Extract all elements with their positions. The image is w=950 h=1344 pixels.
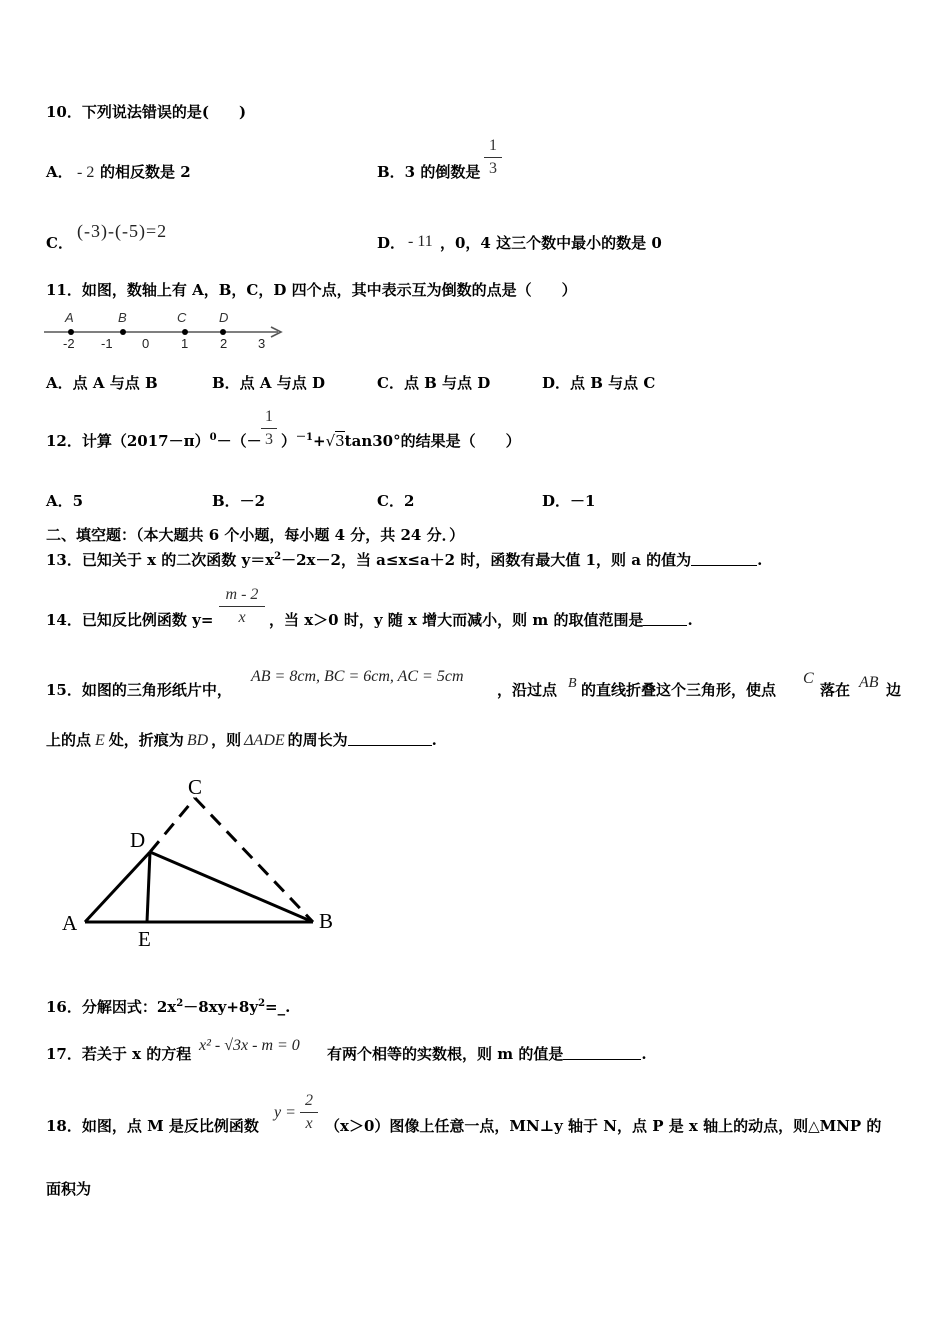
q12-stem-prefix [46, 432, 262, 450]
q15-math-point-c: C [803, 670, 814, 687]
tick-label: 1 [181, 336, 189, 351]
q12-fraction [261, 408, 277, 449]
q13-end: . [757, 551, 763, 569]
q12-exponent-zero: 0 [209, 432, 217, 443]
q10-option-d-label: D． [377, 234, 406, 252]
q16-exponent-2: 2 [258, 998, 266, 1009]
q16-text-c: =_. [265, 998, 291, 1016]
q12-plus: + [312, 432, 326, 450]
q15-math-lengths: AB = 8cm, BC = 6cm, AC = 5cm [251, 668, 464, 685]
fraction-numerator: 1 [484, 137, 502, 158]
q17-text-b: 有两个相等的实数根，则 m 的值是 [327, 1045, 564, 1063]
triangle-figure [55, 772, 355, 952]
tick-label: -2 [63, 336, 75, 351]
q18-fraction [300, 1092, 318, 1133]
q14-end: . [687, 611, 693, 629]
point-a-dot [68, 329, 74, 335]
q16-text-a: 16．分解因式：2x [46, 998, 177, 1016]
fraction-numerator: 1 [261, 408, 277, 429]
q13-text-a: 13．已知关于 x 的二次函数 y＝x [46, 551, 275, 569]
q11-option-b: B．点 A 与点 D [212, 374, 325, 392]
q18-text-a: 18．如图，点 M 是反比例函数 [46, 1117, 259, 1135]
q14-answer-blank[interactable] [643, 613, 687, 626]
q11-option-a: A．点 A 与点 B [46, 374, 158, 392]
q17-answer-blank[interactable] [563, 1047, 641, 1060]
q15-text-c: 的直线折叠这个三角形，使点 [581, 681, 777, 699]
point-d-label: D [219, 310, 229, 325]
q17-end: . [641, 1045, 647, 1063]
q15-answer-blank[interactable] [348, 733, 432, 746]
section-2-heading: 二、填空题：（本大题共 6 个小题，每小题 4 分，共 24 分．） [46, 526, 465, 544]
q15-math-point-b: B [568, 676, 577, 691]
q10-option-d-math: - 11 [408, 233, 433, 250]
q15-math-e: E [95, 732, 105, 749]
q15-text-d: 落在 [820, 681, 851, 699]
sqrt-icon: √ [325, 432, 336, 450]
point-c-label: C [177, 310, 187, 325]
q15-line2-d: 的周长为 [287, 731, 348, 749]
q18-text-b: （x＞0）图像上任意一点，MN⊥y 轴于 N，点 P 是 x 轴上的动点，则△MNP 的 [325, 1117, 882, 1135]
tick-label: 2 [220, 336, 228, 351]
q15-text-a: 15．如图的三角形纸片中， [46, 681, 232, 699]
dashed-cb [195, 798, 313, 922]
q13-text [46, 551, 762, 569]
q17-text-a: 17．若关于 x 的方程 [46, 1045, 192, 1063]
q12-close-paren: ） [281, 432, 297, 450]
q10-option-b-fraction [484, 137, 502, 178]
q15-line2-a: 上的点 [46, 731, 92, 749]
q18-math-y: y = [274, 1104, 296, 1121]
q16-text [46, 998, 290, 1016]
q17-math-equation: x² - √3x - m = 0 [199, 1037, 300, 1054]
q14-text-a: 14．已知反比例函数 y= [46, 611, 214, 629]
side-ad [85, 852, 150, 922]
q12-stem-mid: －（－ [216, 432, 262, 450]
fraction-denominator: x [238, 609, 246, 626]
q13-text-b: －2x－2，当 a≤x≤a＋2 时，函数有最大值 1，则 a 的值为 [281, 551, 692, 569]
q10-option-a-math: - 2 [77, 164, 95, 181]
point-b-dot [120, 329, 126, 335]
q14-fraction [219, 586, 265, 627]
fraction-denominator: 3 [265, 431, 273, 448]
q15-line2-b: 处，折痕为 [108, 731, 184, 749]
vertex-d-label: D [130, 828, 146, 852]
point-c-dot [182, 329, 188, 335]
q12-stem-suffix [281, 432, 521, 450]
q17-text [327, 1045, 647, 1063]
point-b-label: B [118, 310, 127, 325]
q10-stem: 10．下列说法错误的是( ) [46, 103, 247, 121]
q11-stem: 11．如图，数轴上有 A，B，C，D 四个点，其中表示互为倒数的点是（ ） [46, 281, 577, 299]
q10-option-a-label: A． [46, 163, 73, 181]
fold-line-db [150, 852, 313, 922]
q10-option-b-label: B．3 的倒数是 [377, 163, 481, 181]
q13-exponent: 2 [274, 551, 282, 562]
q12-option-c: C．2 [377, 492, 415, 510]
segment-de [147, 852, 150, 922]
q15-text-b: ，沿过点 [497, 681, 558, 699]
q10-option-c-label: C． [46, 234, 73, 252]
vertex-c-label: C [188, 775, 203, 799]
point-a-label: A [65, 310, 74, 325]
q13-answer-blank[interactable] [691, 553, 757, 566]
tick-label: 3 [258, 336, 266, 351]
q12-stem-end: tan30°的结果是（ ） [344, 432, 521, 450]
fraction-denominator: 3 [489, 160, 497, 177]
q15-line2-c: ，则 [211, 731, 242, 749]
tick-label: -1 [101, 336, 113, 351]
q11-option-d: D．点 B 与点 C [542, 374, 656, 392]
vertex-a-label: A [62, 911, 78, 935]
q15-math-ade: ΔADE [244, 732, 285, 749]
fraction-numerator: m - 2 [219, 586, 265, 607]
q12-sqrt-arg: 3 [335, 432, 345, 450]
q12-exponent-minus-one: －1 [296, 432, 313, 443]
dashed-dc [150, 798, 195, 852]
q16-exponent-1: 2 [176, 998, 184, 1009]
vertex-e-label: E [138, 927, 151, 951]
q15-text-e: 边 [886, 681, 902, 699]
q10-option-d-text: ，0，4 这三个数中最小的数是 0 [440, 234, 662, 252]
q10-option-a-text: 的相反数是 2 [100, 163, 191, 181]
q14-text-b: ，当 x＞0 时，y 随 x 增大而减小，则 m 的取值范围是 [269, 611, 644, 629]
q10-option-c-math: (-3)-(-5)=2 [77, 221, 168, 241]
q16-text-b: －8xy+8y [183, 998, 259, 1016]
vertex-b-label: B [319, 909, 334, 933]
q11-option-c: C．点 B 与点 D [377, 374, 491, 392]
q15-end: . [431, 731, 437, 749]
q15-math-ab: AB [859, 674, 879, 691]
q18-line-2: 面积为 [46, 1180, 92, 1198]
q12-option-a: A．5 [46, 492, 84, 510]
q15-line-2 [46, 731, 437, 750]
q12-option-d: D．－1 [542, 492, 596, 510]
tick-label: 0 [142, 336, 150, 351]
q12-option-b: B．－2 [212, 492, 266, 510]
q14-text [269, 611, 693, 629]
number-line-figure [44, 309, 294, 351]
q15-math-bd: BD [186, 732, 209, 749]
q12-stem-start: 12．计算（2017－π） [46, 432, 210, 450]
fraction-denominator: x [305, 1115, 313, 1132]
fraction-numerator: 2 [300, 1092, 318, 1113]
point-d-dot [220, 329, 226, 335]
